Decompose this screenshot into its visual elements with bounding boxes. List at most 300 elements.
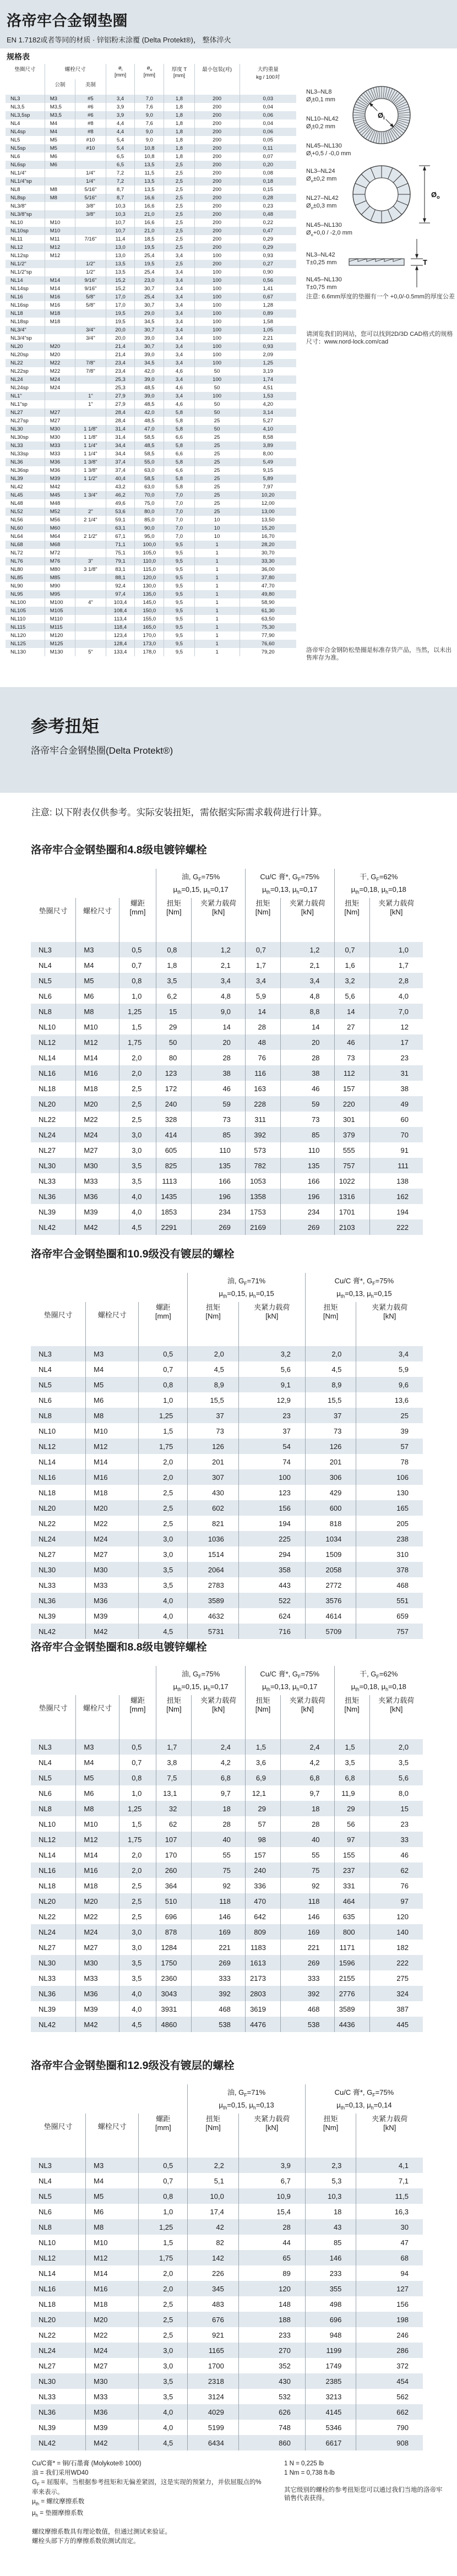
cell: NL20 [10,344,23,350]
cell: 1 [194,541,240,549]
cell: M45 [45,491,75,499]
page-subtitle: EN 1.7182或者等同的材质 · 锌铝粉末涂覆 (Delta Protekt®)， 整体淬火 [7,36,231,44]
table-row [6,607,296,615]
cell: 120 [238,2281,305,2296]
cell: 1,0 [369,942,423,957]
cell: 16,6 [135,202,164,210]
cell: 9,5 [164,557,194,565]
cell: 2058 [305,1562,356,1577]
cell: 169 [281,1924,335,1940]
table-row [31,1500,423,1516]
cell: NL3/8"sp [10,211,32,217]
cell: 270 [238,2343,305,2358]
cell: 6,6 [164,433,194,442]
cell: M33 [76,1173,119,1189]
cell: 11,5 [135,169,164,177]
cell: M24 [45,375,75,384]
cell: 1,25 [240,359,296,367]
condition-dry: 干, $G_F=62\%$ $\mu_{th}=0,18$, $\mu_h=0,18$ [334,869,423,898]
cell: NL3 [39,2161,52,2170]
cell: 63,0 [135,483,164,491]
cell: M36 [45,458,75,466]
torque-table-10-9 [31,1273,423,1639]
cell: 498 [305,2296,356,2312]
cell: 9,1 [238,1377,305,1392]
cell: NL27 [39,2361,56,2370]
cell: 2,5 [139,1500,188,1516]
cell: NL20 [39,2315,56,2324]
cell: 470 [245,1893,280,1909]
cell: 3,4 [164,285,194,293]
cell: #10 [75,136,106,144]
cell: 10 [194,524,240,532]
cell: NL12 [39,1442,56,1451]
cell: 200 [194,111,240,119]
cell: NL22 [39,2330,56,2339]
cell: 1,05 [240,326,296,334]
cell: M12 [45,252,75,260]
col-thickness: 厚度 T [mm] [164,64,194,95]
cell: 46 [281,1081,335,1096]
table-row [31,2373,423,2389]
cell: 10,7 [106,219,135,227]
cell: 58,5 [135,475,164,483]
cell: 1 [194,565,240,574]
cell: NL24 [10,377,23,383]
cell: 260 [156,1862,192,1878]
cell: 1 [194,590,240,598]
cell: M5 [76,1770,119,1785]
cell: NL4 [39,1365,52,1374]
cell: 0,48 [240,210,296,219]
cell: 1,8 [164,111,194,119]
cell [75,607,106,615]
cell: 37 [238,1423,305,1439]
cell: 156 [238,1500,305,1516]
table-row [31,2265,423,2281]
cell: 1,8 [164,95,194,103]
cell: 47,70 [240,582,296,590]
cell: NL42 [39,1223,56,1232]
cell: 75 [192,1862,246,1878]
cell: 9,5 [164,549,194,557]
cell: 27,9 [106,392,135,400]
cell: NL12 [39,1038,56,1047]
cell: NL33 [39,1177,56,1185]
cell: 53,6 [106,508,135,516]
table-row [6,210,296,219]
cell: 31 [369,1065,423,1081]
cell: 331 [334,1878,369,1893]
cell: 1,75 [119,1832,156,1847]
cell: M8 [76,1004,119,1019]
cell: 34,5 [135,318,164,326]
cell: 100 [194,301,240,309]
table-row [31,2188,423,2204]
cell: M12 [76,1034,119,1050]
cell: 0,8 [139,1377,188,1392]
cell: 2,5 [164,186,194,194]
footer-line: 其它级别的螺栓的参考扭矩您可以通过我们当地的洛帝牢销售代表获得。 [284,2487,443,2502]
cell: 82 [188,2235,239,2250]
cell: NL8 [39,2223,52,2231]
cell: 1113 [156,1173,192,1189]
table-row [31,1081,423,1096]
table-row [31,957,423,973]
cell: M16 [86,1469,139,1485]
cell [75,549,106,557]
cell: 127 [356,2281,423,2296]
thickness-note: 注意: 6.6mm厚度的垫圈有一个 +0,0/-0.5mm的厚度公差 [306,293,455,300]
cell: 0,7 [119,1755,156,1770]
cell: 0,8 [139,2188,188,2204]
cell: 1,25 [119,1801,156,1816]
table-row [31,1770,423,1785]
cell: 4,6 [164,384,194,392]
col-torque: 扭矩 [Nm] [245,898,280,942]
cell: M3 [86,2158,139,2173]
cell: 42 [188,2219,239,2235]
col-clamp: 夹紧力载荷 [kN] [192,898,246,942]
cell: 6,5 [106,161,135,169]
washer-cam-diagram [340,153,457,236]
cell: 9,5 [164,598,194,607]
cell: 3,9 [106,103,135,111]
cell: 4,5 [139,2435,188,2450]
cell: NL10 [10,220,23,226]
cell: 372 [356,2358,423,2373]
cell: 13,5 [135,177,164,186]
col-washer-size: 垫圈尺寸 [39,907,68,916]
cell: 2776 [334,1986,369,2001]
cell: M3 [76,1739,119,1755]
col-bolt-size: 螺栓尺寸 [86,1302,139,1346]
cell: 3,4 [164,309,194,318]
cell: NL18 [39,2300,56,2308]
cell: 1,6 [334,957,369,973]
cell: 4,5 [119,2017,156,2032]
cell: 166 [281,1173,335,1189]
cell: 157 [245,1847,280,1862]
cell: 92 [281,1878,335,1893]
cell: 0,28 [240,194,296,202]
cell: 20,0 [106,334,135,342]
spec-table [6,64,296,656]
cell: 2,0 [139,1469,188,1485]
col-torque: 扭矩 [Nm] [188,2114,239,2158]
table-row [31,2312,423,2327]
cell: 328 [156,1112,192,1127]
cell: 2,5 [119,1909,156,1924]
cell: M16 [45,301,75,309]
cell [75,375,106,384]
cell: M36 [86,2404,139,2420]
cell: 25,4 [135,293,164,301]
cell: 510 [156,1893,192,1909]
cell: 1,5 [119,1816,156,1832]
cell: NL14 [10,277,23,284]
cell: 0,03 [240,95,296,103]
cell: 306 [305,1469,356,1485]
cell: 2 1/2" [75,532,106,541]
cell: 58,5 [135,450,164,458]
cell: 9,7 [281,1785,335,1801]
cell: NL24sp [10,385,29,391]
cell: 5,8 [164,475,194,483]
cell [45,169,75,177]
cell: 63,50 [240,615,296,623]
cell: 19,5 [135,243,164,252]
table-row [6,301,296,309]
cell: 70,0 [135,491,164,499]
cell: 3124 [188,2389,239,2404]
cell: 57 [245,1816,280,1832]
cell: 28,4 [106,417,135,425]
cell: NL8sp [10,195,26,201]
table-row [6,615,296,623]
cell: M8 [76,1801,119,1816]
cell: 6,6 [164,450,194,458]
cell: 0,15 [240,186,296,194]
cell: M6 [86,1392,139,1408]
cell: 75,0 [135,499,164,508]
cell: M36 [76,1189,119,1204]
cell: 3,4 [164,359,194,367]
cell: 0,22 [240,219,296,227]
cell: NL52 [10,509,23,515]
cell: NL4 [39,2176,52,2185]
cell: 9,5 [164,590,194,598]
cell: 9,5 [164,541,194,549]
cell: NL24 [39,1130,56,1139]
condition-oil: 油, $G_F=75\%$ $\mu_{th}=0,15$, $\mu_h=0,17$ [156,1666,246,1695]
table-row [6,111,296,119]
cell [75,417,106,425]
table-row [6,219,296,227]
cell: 10,3 [106,202,135,210]
cell: 13,50 [240,516,296,524]
cell: 163 [245,1081,280,1096]
cell: 20 [281,1034,335,1050]
cell: 2,5 [164,235,194,243]
cell: 7,0 [164,499,194,508]
cell: 198 [356,2312,423,2327]
cell: M4 [86,2173,139,2188]
cell: 16,3 [356,2204,423,2219]
cell: 44 [238,2235,305,2250]
cell: 2360 [156,1970,192,1986]
cell: M80 [45,565,75,574]
cell: NL130 [10,649,26,655]
col-pitch: 螺距 [mm] [119,1695,156,1739]
table-row [6,458,296,466]
cell: M12 [76,1832,119,1847]
cell: 3,89 [240,442,296,450]
thickness-tolerances: NL3–NL42 T±0,25 mm NL45–NL130 T±0,75 mm [306,252,342,291]
cell: NL60 [10,525,23,531]
condition-oil: 油, $G_F=71\%$ $\mu_{th}=0,15$, $\mu_h=0,13$ [188,2084,306,2114]
cell [75,631,106,640]
table-row [6,491,296,499]
cell: 200 [194,219,240,227]
cell: 3 1/8" [75,565,106,574]
cell: 2,5 [119,1081,156,1096]
table-row [31,1392,423,1408]
cell: NL6 [10,154,20,160]
cell: M18 [45,318,75,326]
cell: 782 [245,1158,280,1173]
table-row [6,375,296,384]
cell: 3589 [188,1593,239,1608]
cell: 345 [188,2281,239,2296]
cell: NL42 [10,484,23,490]
cell: 1358 [245,1189,280,1204]
cell: NL27sp [10,418,29,424]
cell: 19,5 [106,318,135,326]
cell: 8,7 [106,194,135,202]
table-row [31,1847,423,1862]
col-metric: 公制 [45,79,75,95]
cell: M14 [76,1847,119,1862]
cell: 2,5 [119,1893,156,1909]
cell: 1,5 [139,1423,188,1439]
cell: NL115 [10,624,26,630]
table-row [6,466,296,475]
cell: 173,0 [135,640,164,648]
cell [45,326,75,334]
cell: 6,8 [334,1770,369,1785]
cell: 1,58 [240,318,296,326]
cell: 4860 [156,2017,192,2032]
cell: 3,4 [192,973,246,988]
cell: 2,0 [188,1346,239,1361]
cell: 4476 [245,2017,280,2032]
cell: 2,5 [164,210,194,219]
cell: 97,4 [106,590,135,598]
cell: 1 [194,615,240,623]
table-row [6,516,296,524]
cell: NL16sp [10,302,29,308]
cell: 92,4 [106,582,135,590]
cell: NL22 [10,360,23,366]
cell: 4,8 [192,988,246,1004]
cell: 9,5 [164,623,194,631]
cell: 73 [305,1423,356,1439]
cell: M36 [76,1986,119,2001]
cell: 659 [356,1608,423,1624]
cell: 5,49 [240,458,296,466]
table-row [6,582,296,590]
cell: 25,4 [135,252,164,260]
cell: 1,7 [369,957,423,973]
table-row [6,367,296,375]
cell: 5,27 [240,417,296,425]
cell: 15 [156,1004,192,1019]
cell: 555 [334,1142,369,1158]
cell: 145,0 [135,598,164,607]
cell: NL30 [10,426,23,432]
cell: 358 [238,1562,305,1577]
cell: M16 [45,293,75,301]
table-row [6,442,296,450]
cell: 3043 [156,1986,192,2001]
cell: M14 [86,1454,139,1469]
torque-table-3-title: 洛帝牢合金钢垫圈和8.8级电镀锌螺栓 [31,1641,207,1653]
cell: 2783 [188,1577,239,1593]
table-row [31,973,423,988]
cell: 3576 [305,1593,356,1608]
cell: 29,0 [135,309,164,318]
cell: 626 [238,2404,305,2420]
cell: M39 [76,2001,119,2017]
cell: M20 [86,1500,139,1516]
cell: 468 [356,1577,423,1593]
cell: 228 [245,1096,280,1112]
cell: 414 [156,1127,192,1142]
cell: NL48 [10,500,23,507]
cell: 5/8" [75,301,106,309]
cell: 40 [192,1832,246,1847]
cell: M60 [45,524,75,532]
cell: 85 [281,1127,335,1142]
cell: 696 [305,2312,356,2327]
cell: 3,4 [164,252,194,260]
cell: 0,08 [240,169,296,177]
cell: 75 [281,1862,335,1878]
col-imperial: 美制 [75,79,106,95]
cell: 443 [238,1577,305,1593]
cell: M39 [86,1608,139,1624]
cell: 809 [245,1924,280,1940]
cell: 25 [194,491,240,499]
cell: 63,0 [135,466,164,475]
cell: 123 [156,1065,192,1081]
cell: M64 [45,532,75,541]
table-row [6,417,296,425]
cell: NL16 [39,1866,56,1875]
cell: NL110 [10,616,26,622]
cell: 30,7 [135,342,164,351]
cell: 28 [192,1816,246,1832]
torque-table-4-title: 洛帝牢合金钢垫圈和12.9级没有镀层的螺栓 [31,2060,235,2072]
cell: 275 [369,1970,423,1986]
cell: 294 [238,1546,305,1562]
table-row [6,532,296,541]
cell: M39 [76,1204,119,1219]
col-torque: 扭矩 [Nm] [188,1302,239,1346]
cad-link[interactable]: www.nord-lock.com/cad [324,339,389,345]
cell: 10,20 [240,491,296,499]
cell: 73 [188,1423,239,1439]
table-row [6,508,296,516]
cell: 172 [156,1081,192,1096]
cell: 757 [334,1158,369,1173]
cell: 30 [356,2219,423,2235]
cell: 336 [245,1878,280,1893]
cell: 7,6 [135,103,164,111]
cell: 2,0 [139,1454,188,1469]
cell: 50 [194,425,240,433]
cell: 333 [192,1970,246,1986]
cell: 200 [194,194,240,202]
cell: 25 [356,1408,423,1423]
table-row [31,1219,423,1235]
cell: 165,0 [135,623,164,631]
cell: 37 [305,1408,356,1423]
cell: 4,2 [192,1755,246,1770]
cell [75,499,106,508]
cell: 921 [188,2327,239,2343]
